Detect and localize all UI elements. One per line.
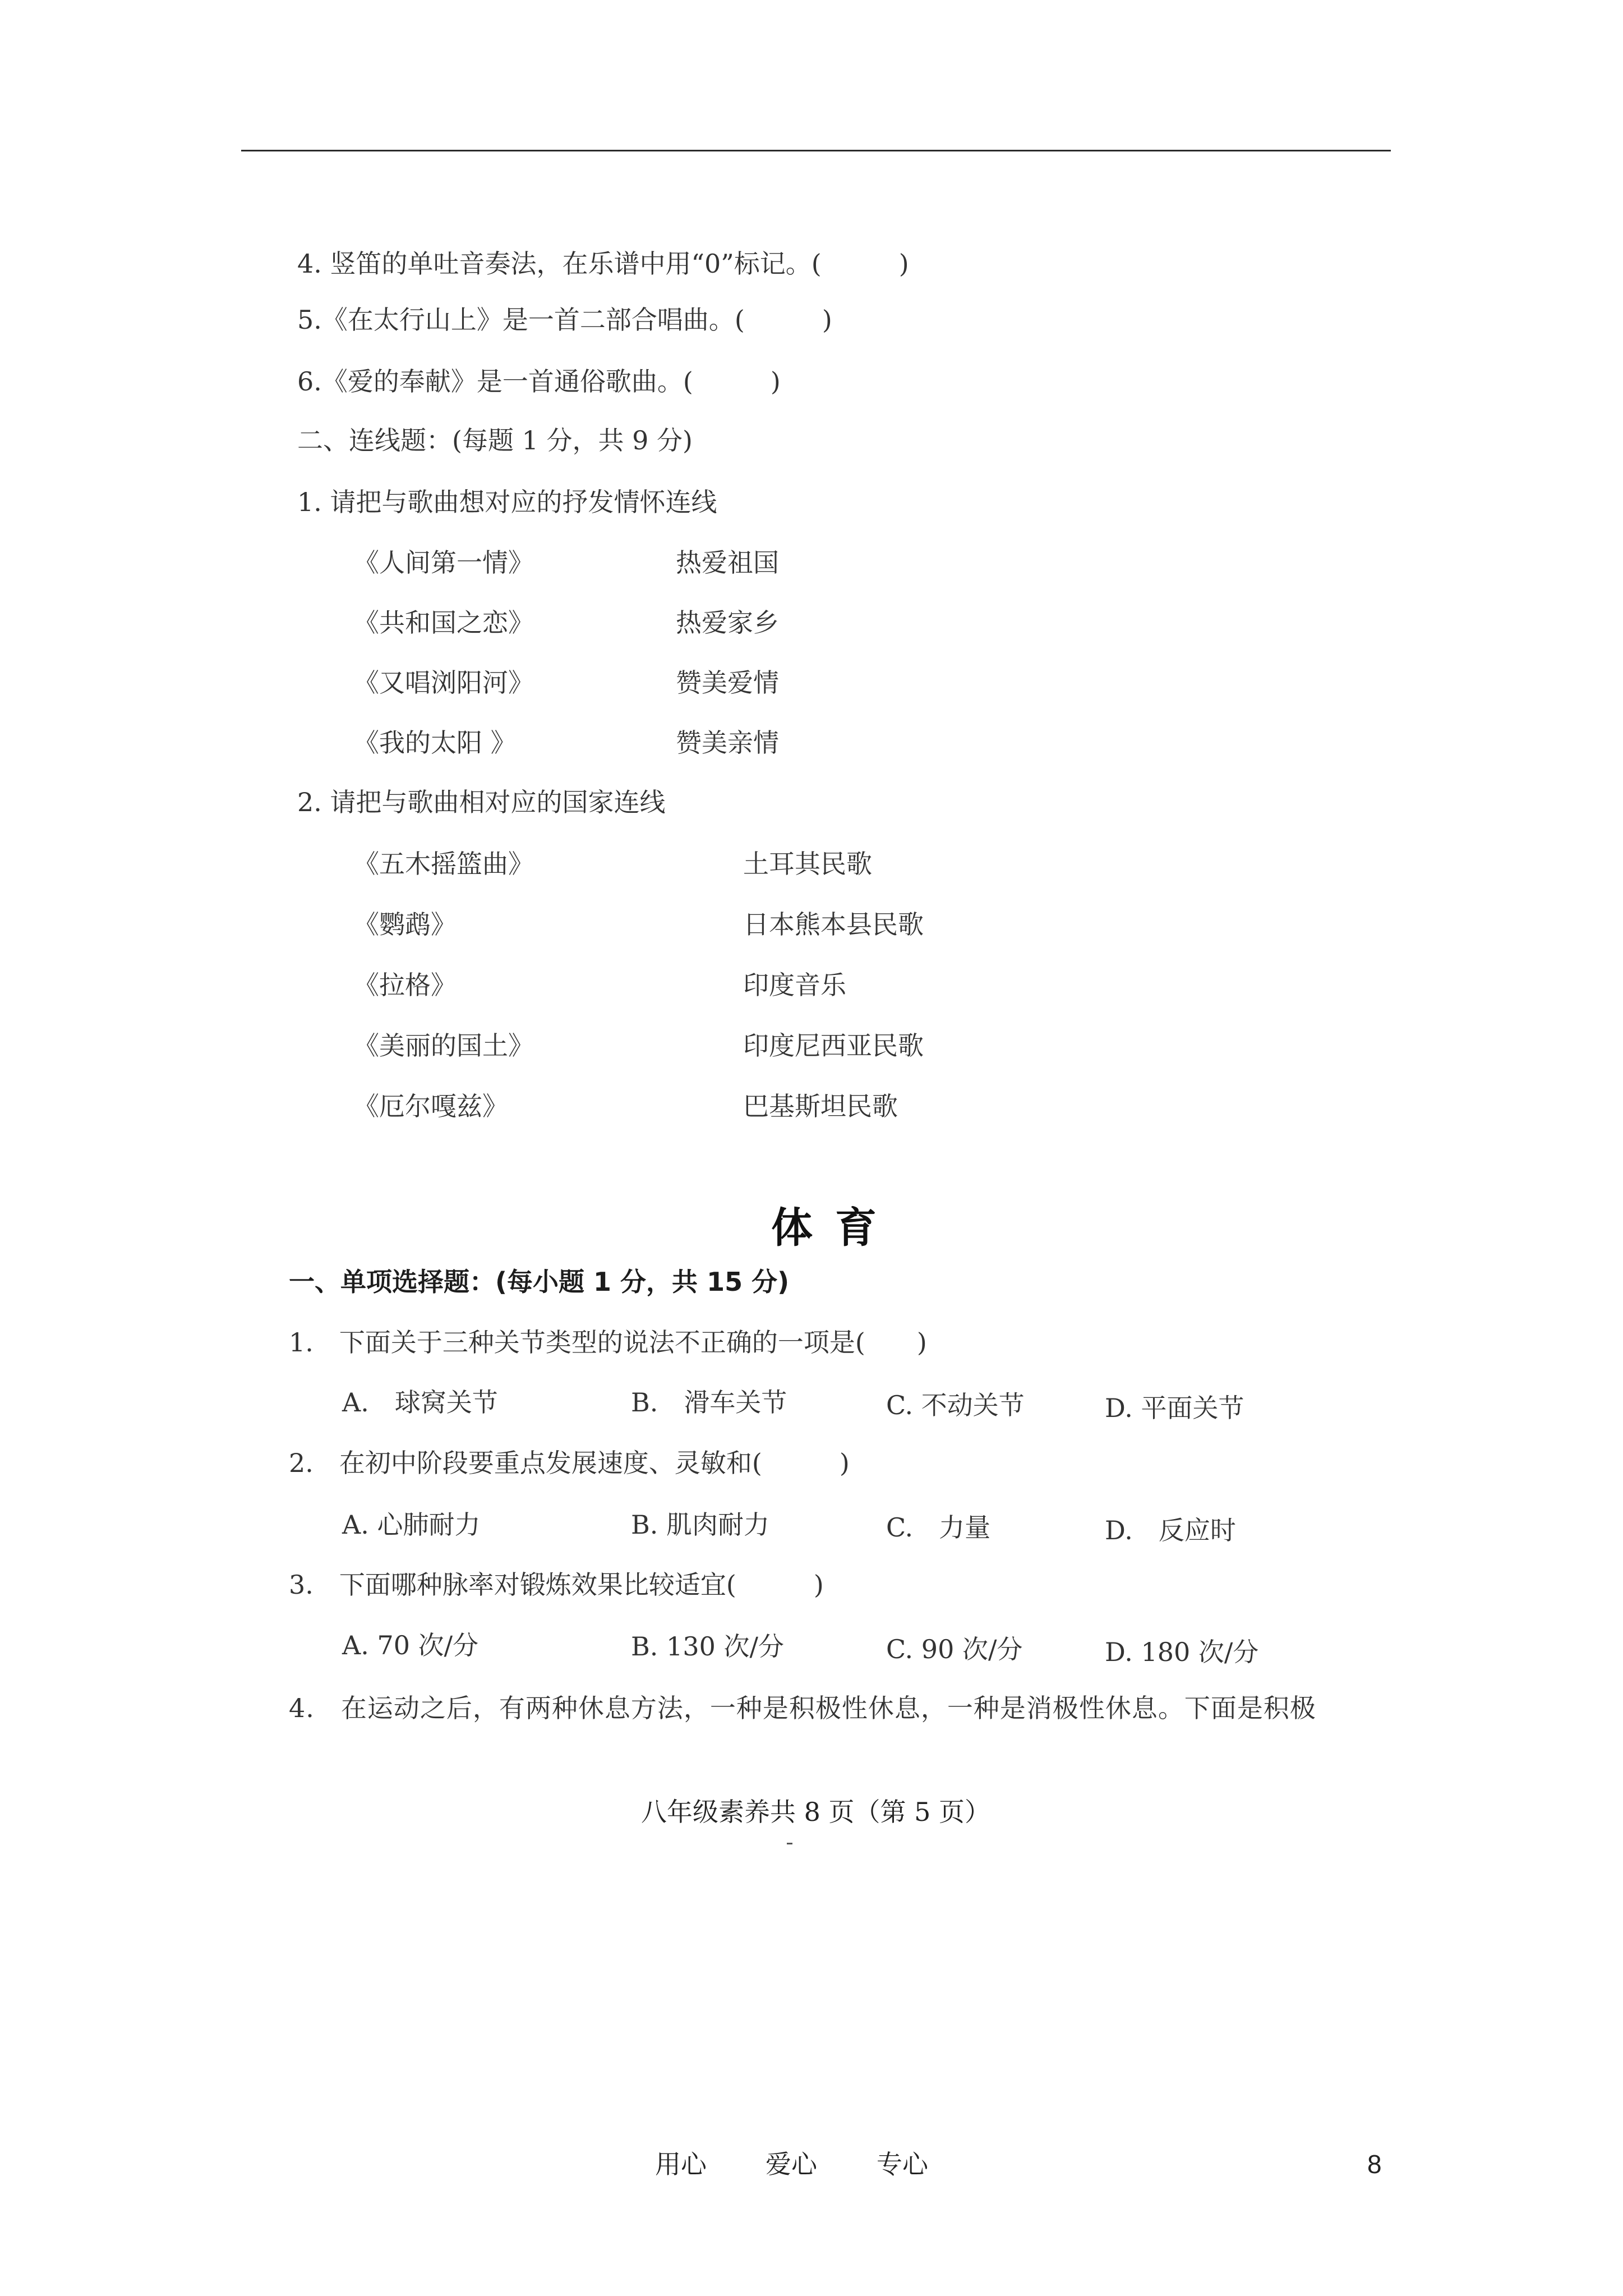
- matching-q2-right-5: 巴基斯坦民歌: [743, 1091, 898, 1121]
- matching-heading: 二、连线题：(每题 1 分，共 9 分): [297, 425, 693, 455]
- pe-question-2: 2. 在初中阶段要重点发展速度、灵敏和( ): [289, 1448, 850, 1478]
- matching-q2-left-1: 《五木摇篮曲》: [353, 849, 534, 879]
- footer-motto-2: 爱心: [766, 2149, 817, 2179]
- pe-q3-option-c: C. 90 次/分: [886, 1634, 1023, 1664]
- matching-q2-right-3: 印度音乐: [743, 970, 846, 1000]
- matching-q2-left-4: 《美丽的国土》: [353, 1030, 534, 1061]
- matching-q1-left-4: 《我的太阳 》: [353, 728, 517, 758]
- pe-q3-option-a: A. 70 次/分: [342, 1630, 479, 1660]
- matching-q2-left-5: 《厄尔嘎兹》: [353, 1091, 508, 1121]
- matching-q1-prompt: 1. 请把与歌曲想对应的抒发情怀连线: [297, 487, 717, 517]
- matching-q1-right-4: 赞美亲情: [676, 728, 779, 758]
- matching-q2-left-2: 《鹦鹉》: [353, 909, 457, 940]
- page-footer: 八年级素养共 8 页（第 5 页）: [641, 1797, 991, 1827]
- footer-motto-1: 用心: [655, 2149, 707, 2179]
- pe-q2-option-d: D. 反应时: [1105, 1515, 1236, 1545]
- pe-q2-option-a: A. 心肺耐力: [342, 1510, 481, 1540]
- music-tf-item-5: 5.《在太行山上》是一首二部合唱曲。( ): [297, 305, 832, 335]
- matching-q1-right-2: 热爱家乡: [676, 608, 779, 638]
- footer-dash: [787, 1843, 792, 1844]
- matching-q1-left-3: 《又唱浏阳河》: [353, 668, 534, 698]
- pe-q2-option-c: C. 力量: [886, 1512, 991, 1543]
- pe-section-heading: 一、单项选择题：(每小题 1 分，共 15 分): [289, 1267, 790, 1297]
- page-number: 8: [1367, 2150, 1382, 2179]
- music-tf-item-4: 4. 竖笛的单吐音奏法，在乐谱中用“0”标记。( ): [297, 249, 909, 279]
- music-tf-item-6: 6.《爱的奉献》是一首通俗歌曲。( ): [297, 366, 781, 397]
- pe-q3-option-d: D. 180 次/分: [1105, 1637, 1259, 1667]
- matching-q1-right-1: 热爱祖国: [676, 547, 779, 578]
- pe-q2-option-b: B. 肌肉耐力: [631, 1510, 770, 1540]
- matching-q2-left-3: 《拉格》: [353, 970, 457, 1000]
- pe-q1-option-c: C. 不动关节: [886, 1390, 1025, 1420]
- matching-q2-right-4: 印度尼西亚民歌: [743, 1030, 924, 1061]
- pe-title: 体育: [771, 1204, 899, 1252]
- matching-q2-right-2: 日本熊本县民歌: [743, 909, 924, 940]
- pe-question-4: 4. 在运动之后，有两种休息方法，一种是积极性休息，一种是消极性休息。下面是积极: [289, 1693, 1316, 1723]
- matching-q1-left-1: 《人间第一情》: [353, 547, 534, 578]
- matching-q2-prompt: 2. 请把与歌曲相对应的国家连线: [297, 787, 666, 817]
- pe-q1-option-d: D. 平面关节: [1105, 1393, 1244, 1423]
- matching-q1-left-2: 《共和国之恋》: [353, 608, 534, 638]
- matching-q1-right-3: 赞美爱情: [676, 668, 779, 698]
- pe-q1-option-a: A. 球窝关节: [342, 1387, 498, 1418]
- pe-question-1: 1. 下面关于三种关节类型的说法不正确的一项是( ): [289, 1327, 927, 1358]
- header-rule: [241, 150, 1391, 151]
- matching-q2-right-1: 土耳其民歌: [743, 849, 872, 879]
- pe-q3-option-b: B. 130 次/分: [631, 1631, 784, 1662]
- footer-motto-3: 专心: [877, 2149, 928, 2179]
- pe-q1-option-b: B. 滑车关节: [631, 1387, 787, 1418]
- pe-question-3: 3. 下面哪种脉率对锻炼效果比较适宜( ): [289, 1570, 824, 1600]
